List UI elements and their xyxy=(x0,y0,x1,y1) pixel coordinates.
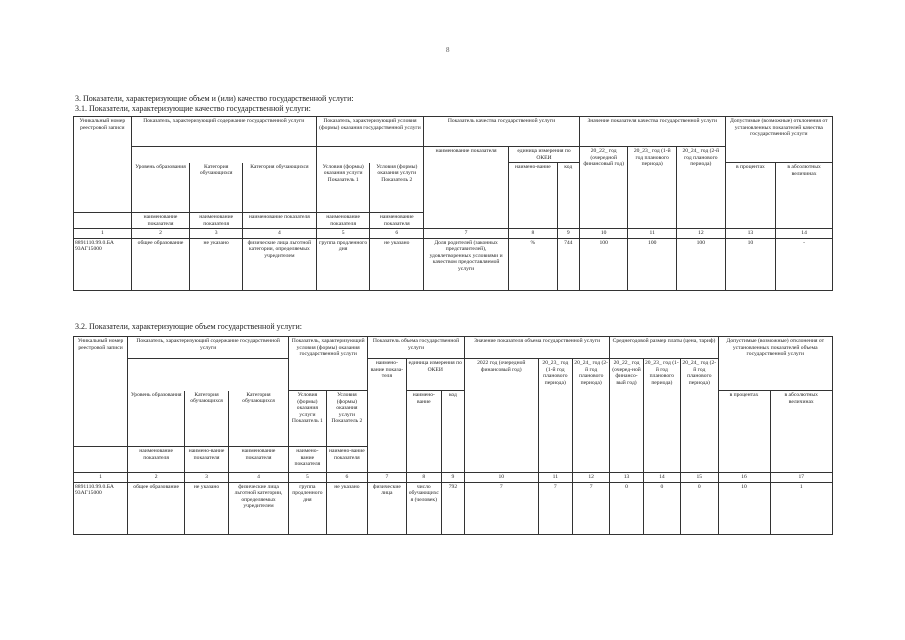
column-number: 7 xyxy=(424,229,509,239)
column-number: 9 xyxy=(441,473,464,483)
column-number: 4 xyxy=(228,473,288,483)
header-name-indicator: наименование показателя xyxy=(128,447,185,473)
header-unit-name: наимено-вание xyxy=(509,163,558,229)
header-name-indicator: наименование показателя xyxy=(316,213,370,229)
header-indicator-name: наимено-вание показа-теля xyxy=(368,359,406,473)
header-unit-code: код xyxy=(441,391,464,473)
unit-code: 792 xyxy=(441,482,464,534)
column-number: 14 xyxy=(776,229,833,239)
column-number: 14 xyxy=(643,473,680,483)
column-number: 6 xyxy=(326,473,368,483)
header-name-indicator: наимено-вание показателя xyxy=(289,447,326,473)
column-number: 5 xyxy=(316,229,370,239)
header-percent: в процентах xyxy=(725,163,776,229)
volume-2022: 7 xyxy=(464,482,538,534)
header-conditions-indicator: Показатель, характеризующий условия (формы) оказания государственной услуги xyxy=(316,117,423,147)
header-volume-2024: 20_24_ год (2-й год планового периода) xyxy=(572,359,609,473)
header-condition-1: Условия (формы) оказания услуги Показатель 1 xyxy=(289,391,326,447)
column-number: 12 xyxy=(572,473,609,483)
header-absolute: в абсолютных величинах xyxy=(770,391,833,473)
column-number: 3 xyxy=(190,229,243,239)
header-indicator-name: наименование показателя xyxy=(424,147,509,229)
unit-name: % xyxy=(509,238,558,290)
header-quality-indicator: Показатель качества государственной услуги xyxy=(424,117,580,147)
header-percent: в процентах xyxy=(718,391,770,473)
header-unit-name: наимено-вание xyxy=(406,391,441,473)
column-number: 1 xyxy=(74,473,128,483)
category-2: физические лица льготной категории, определяемых учредителем xyxy=(242,238,316,290)
column-number: 17 xyxy=(770,473,833,483)
unit-name: число обучающихся (человек) xyxy=(406,482,441,534)
column-number: 13 xyxy=(610,473,643,483)
header-content-indicator: Показатель, характеризующий содержание государственной услуги xyxy=(128,337,289,359)
volume-indicators-table xyxy=(73,336,833,535)
header-name-indicator: наименование показателя xyxy=(190,213,243,229)
header-unit-code: код xyxy=(557,163,579,229)
column-number: 12 xyxy=(677,229,726,239)
header-unit: единица измерения по ОКЕИ xyxy=(509,147,580,163)
column-number: 10 xyxy=(464,473,538,483)
value-2024: 100 xyxy=(677,238,726,290)
header-conditions-indicator: Показатель, характеризующий условия (формы) оказания государственной услуги xyxy=(289,337,368,391)
header-name-indicator: наименование показателя xyxy=(131,213,190,229)
header-volume-2022: 2022 год (очередной финансовый год) xyxy=(464,359,538,473)
header-name-indicator: наимено-вание показателя xyxy=(185,447,229,473)
header-absolute: в абсолютных величинах xyxy=(776,163,833,229)
header-unit: единица измерения по ОКЕИ xyxy=(406,359,464,391)
column-number: 2 xyxy=(128,473,185,483)
category-2: физические лица льготной категории, определяемых учредителем xyxy=(228,482,288,534)
value-2022: 100 xyxy=(579,238,628,290)
category-1: не указано xyxy=(190,238,243,290)
condition-1: группа продленного дня xyxy=(316,238,370,290)
column-number: 8 xyxy=(509,229,558,239)
header-name-indicator: наимено-вание показателя xyxy=(326,447,368,473)
education-level: общее образование xyxy=(128,482,185,534)
unit-code: 744 xyxy=(557,238,579,290)
column-number: 7 xyxy=(368,473,406,483)
header-condition-2: Условия (формы) оказания услуги Показатель 2 xyxy=(326,391,368,447)
header-name-indicator: наименование показателя xyxy=(242,213,316,229)
header-name-indicator: наименование показателя xyxy=(370,213,424,229)
column-number: 11 xyxy=(538,473,572,483)
section-3-1-title: 3.1. Показатели, характеризующие качество государственной услуги: xyxy=(75,104,311,113)
column-number: 10 xyxy=(579,229,628,239)
column-number: 3 xyxy=(185,473,229,483)
header-quality-values: Значение показателя качества государственной услуги xyxy=(579,117,725,147)
column-number: 13 xyxy=(725,229,776,239)
category-1: не указано xyxy=(185,482,229,534)
condition-2: не указано xyxy=(326,482,368,534)
fee-2023: 0 xyxy=(643,482,680,534)
header-level: Уровень образования xyxy=(128,391,185,447)
column-number: 16 xyxy=(718,473,770,483)
column-number: 15 xyxy=(681,473,718,483)
fee-2024: 0 xyxy=(681,482,718,534)
header-condition-1: Условия (формы) оказания услуги Показатель 1 xyxy=(316,163,370,213)
header-fee-2024: 20_24_ год (2-й год планового периода) xyxy=(681,359,718,473)
section-3-title: 3. Показатели, характеризующие объем и (или) качество государственной услуги: xyxy=(75,94,354,103)
quality-indicator-name: Доля родителей (законных представителей), удовлетворенных условиями и качеством предоставляемой услуги xyxy=(424,238,509,290)
deviation-absolute: 1 xyxy=(770,482,833,534)
column-number: 11 xyxy=(628,229,677,239)
column-number: 6 xyxy=(370,229,424,239)
header-level: Уровень образования xyxy=(131,163,190,213)
registry-code: 8891110.99.0.БА 93АГ15000 xyxy=(74,238,132,290)
quality-indicators-table xyxy=(73,116,833,291)
value-2023: 100 xyxy=(628,238,677,290)
header-category-2: Категория обучающихся xyxy=(228,391,288,447)
header-year-2024: 20_24_ год (2-й год планового периода) xyxy=(677,147,726,229)
deviation-percent: 10 xyxy=(718,482,770,534)
condition-1: группа продленного дня xyxy=(289,482,326,534)
header-deviation: Допустимые (возможные) отклонения от установленных показателей качества государственной услуги xyxy=(725,117,832,163)
header-deviation: Допустимые (возможные) отклонения от установленных показателей объема государственной услуги xyxy=(718,337,832,391)
column-number: 4 xyxy=(242,229,316,239)
fee-2022: 0 xyxy=(610,482,643,534)
volume-2023: 7 xyxy=(538,482,572,534)
registry-code: 8891110.99.0.БА 93АГ15000 xyxy=(74,482,128,534)
section-3-2-title: 3.2. Показатели, характеризующие объем государственной услуги: xyxy=(75,322,302,331)
header-year-2022: 20_22_ год (очередной финансовый год) xyxy=(579,147,628,229)
header-unique-number: Уникальный номер реестровой записи xyxy=(74,117,132,213)
education-level: общее образование xyxy=(131,238,190,290)
deviation-absolute: - xyxy=(776,238,833,290)
header-year-2023: 20_23_ год (1-й год планового периода) xyxy=(628,147,677,229)
header-volume-indicator: Показатель объема государственной услуги xyxy=(368,337,465,359)
header-volume-2023: 20_23_ год (1-й год планового периода) xyxy=(538,359,572,473)
header-condition-2: Условия (формы) оказания услуги Показатель 2 xyxy=(370,163,424,213)
header-category-1: Категория обучающихся xyxy=(185,391,229,447)
page-number: 8 xyxy=(446,46,450,54)
column-number: 1 xyxy=(74,229,132,239)
column-number: 2 xyxy=(131,229,190,239)
deviation-percent: 10 xyxy=(725,238,776,290)
volume-2024: 7 xyxy=(572,482,609,534)
header-fee: Среднегодовой размер платы (цена, тариф) xyxy=(610,337,718,359)
column-number: 5 xyxy=(289,473,326,483)
header-volume-values: Значение показателя объема государственной услуги xyxy=(464,337,610,359)
header-category-1: Категория обучающихся xyxy=(190,163,243,213)
header-name-indicator: наименование показателя xyxy=(228,447,288,473)
condition-2: не указано xyxy=(370,238,424,290)
column-number: 9 xyxy=(557,229,579,239)
header-fee-2023: 20_23_ год (1-й год планового периода) xyxy=(643,359,680,473)
header-unique-number: Уникальный номер реестровой записи xyxy=(74,337,128,447)
header-fee-2022: 20_22_ год (очеред-ной финансо-вый год) xyxy=(610,359,643,473)
column-number: 8 xyxy=(406,473,441,483)
header-category-2: Категория обучающихся xyxy=(242,163,316,213)
volume-indicator-name: физические лица xyxy=(368,482,406,534)
header-content-indicator: Показатель, характеризующий содержание государственной услуги xyxy=(131,117,316,147)
table-row xyxy=(74,482,833,534)
table-row xyxy=(74,238,833,290)
